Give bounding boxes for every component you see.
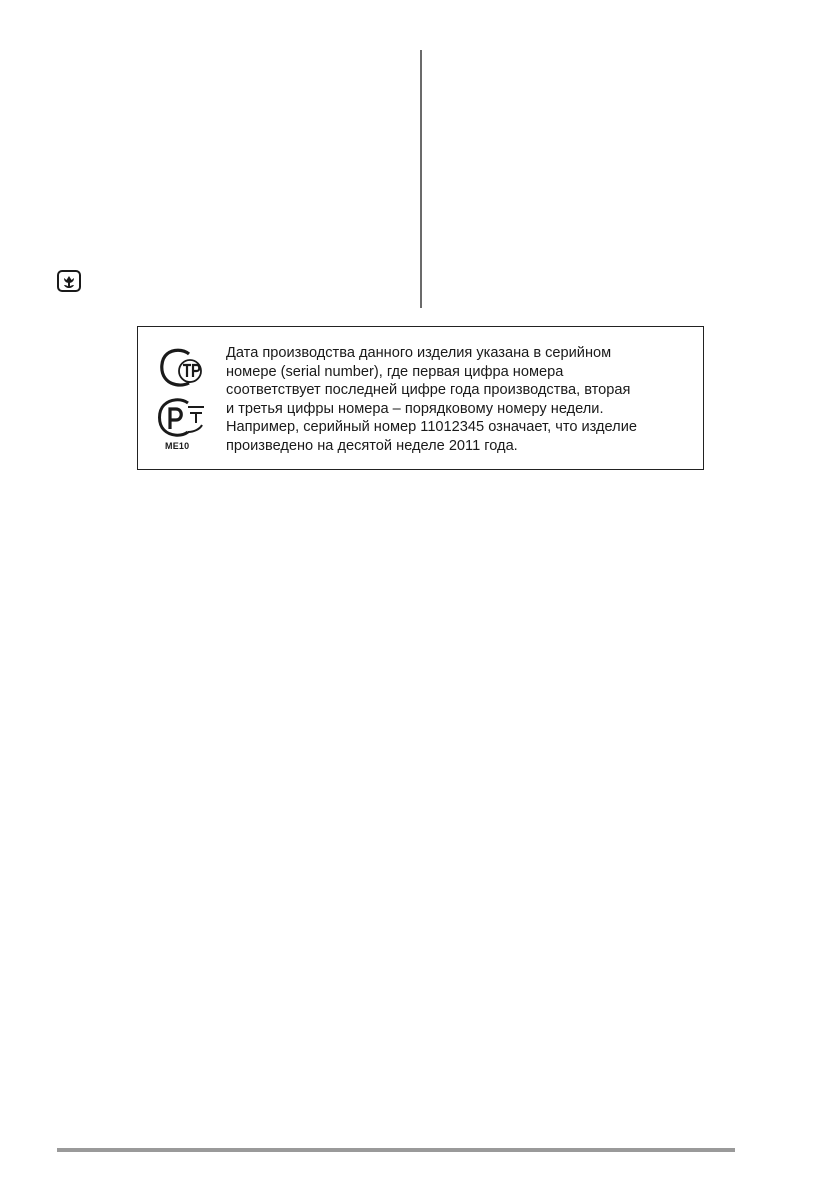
notice-line: соответствует последней цифре года производства, вторая [226, 382, 631, 399]
certification-code: ME10 [165, 441, 190, 451]
gost-tr-mark-icon [157, 347, 209, 389]
column-divider [420, 50, 422, 308]
notice-line: произведено на десятой неделе 2011 года. [226, 437, 518, 454]
footer-rule [57, 1148, 735, 1152]
manufacture-date-notice [137, 326, 704, 470]
notice-line: Дата производства данного изделия указана в серийном [226, 345, 612, 361]
notice-line: номере (serial number), где первая цифра номера [226, 363, 564, 380]
pct-mark-icon [156, 397, 208, 439]
macro-flower-icon [57, 270, 81, 292]
notice-line: и третья цифры номера – порядковому номеру недели. [226, 400, 604, 417]
notice-text [226, 344, 696, 456]
notice-line: Например, серийный номер 11012345 означает, что изделие [226, 419, 637, 436]
